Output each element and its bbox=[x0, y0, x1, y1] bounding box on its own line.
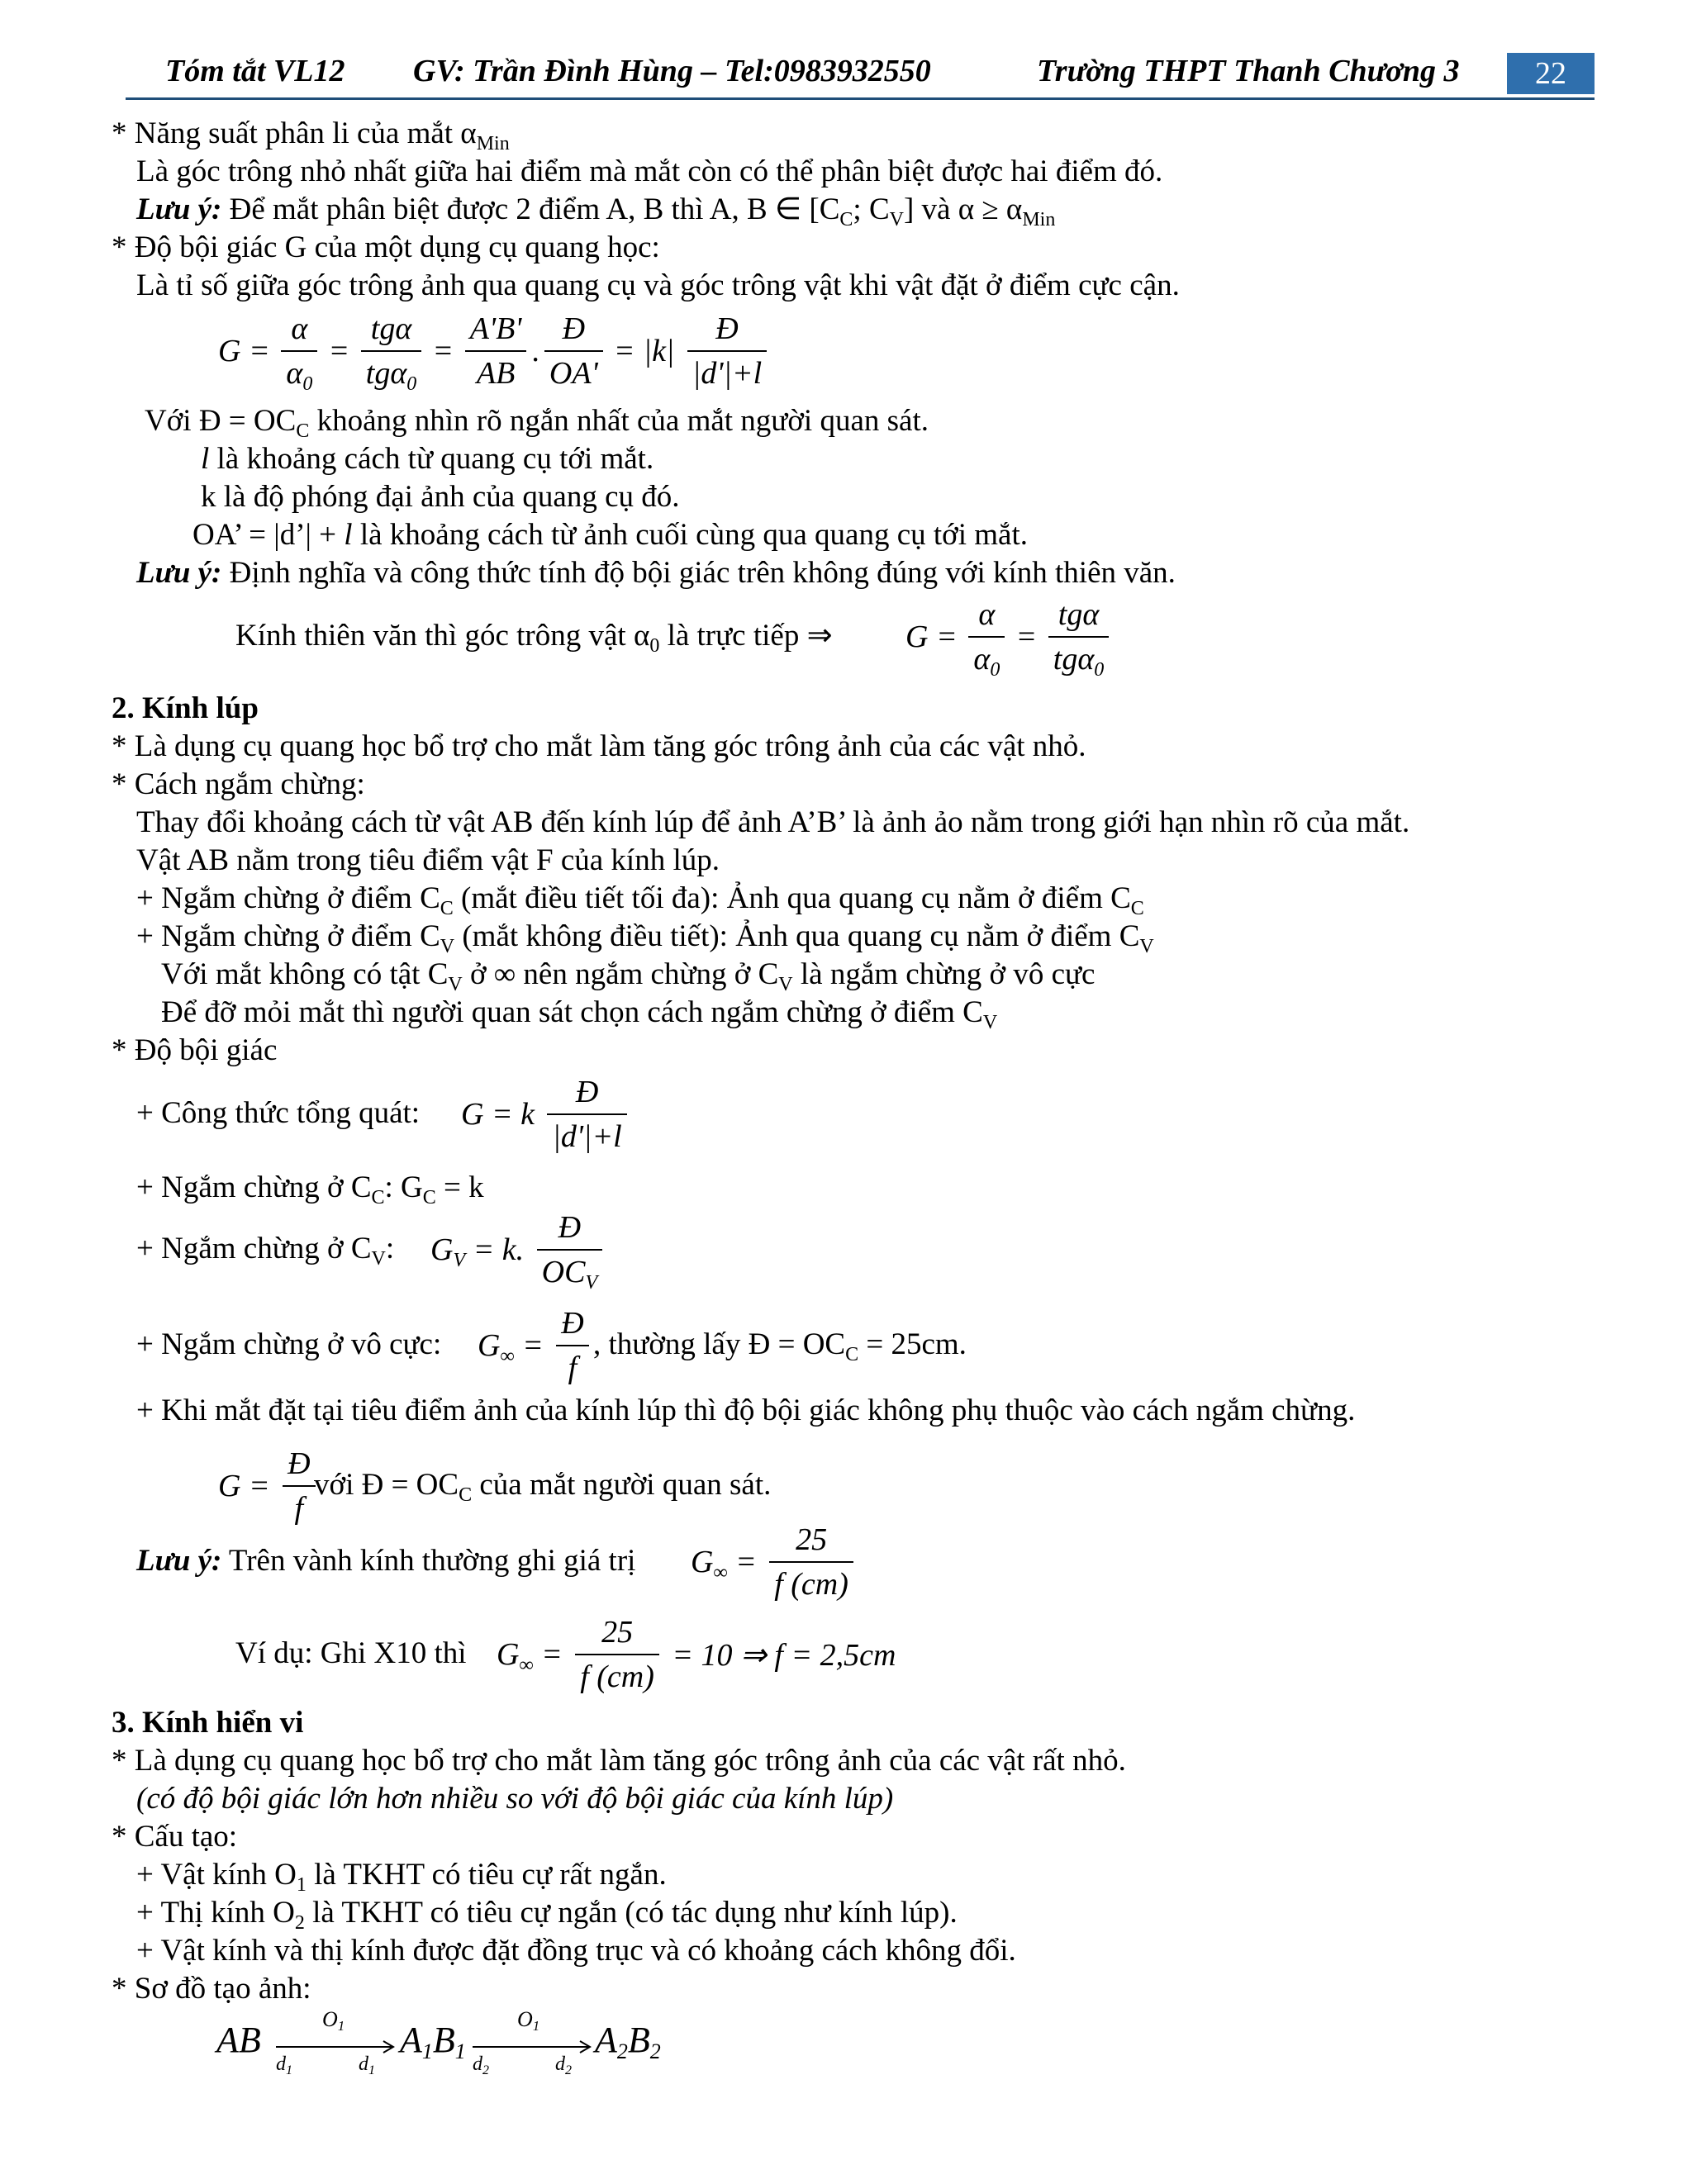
text-line: l là khoảng cách từ quang cụ tới mắt. bbox=[201, 442, 654, 476]
page-header bbox=[126, 48, 1595, 100]
text-line: + Công thức tổng quát: bbox=[136, 1096, 421, 1130]
text-line: Là góc trông nhỏ nhất giữa hai điểm mà mắt còn có thể phân biệt được hai điểm đó. bbox=[136, 154, 1163, 188]
general-formula: G = k $\frac{Đ}{|d'|+l}$ bbox=[456, 1071, 627, 1158]
text-line: Để đỡ mỏi mắt thì người quan sát chọn cách ngắm chừng ở điểm $C_V$ bbox=[161, 995, 998, 1033]
text-line: Lưu ý: Trên vành kính thường ghi giá trị bbox=[136, 1544, 636, 1578]
section-heading: 3. Kính hiển vi bbox=[112, 1706, 304, 1740]
text-line: + Vật kính và thị kính được đặt đồng trục và có khoảng cách không đổi. bbox=[136, 1934, 1016, 1968]
text-line: * Cách ngắm chừng: bbox=[112, 767, 365, 801]
text-line: * Năng suất phân li của mắt $\alpha_{Min}$ bbox=[112, 116, 510, 154]
text-line: * Độ bội giác bbox=[112, 1033, 278, 1067]
text-line: + Ngắm chừng ở $C_C$: $G_C = k$ bbox=[136, 1170, 484, 1208]
text-line: Ví dụ: Ghi X10 thì bbox=[235, 1636, 467, 1670]
text-line: Lưu ý: Để mắt phân biệt được 2 điểm A, B thì A, B ∈ [$C_C$; $C_V$] và $\alpha \ge \alpha_{Min}$ bbox=[136, 192, 1056, 230]
arrow-1-icon bbox=[276, 2039, 400, 2055]
text-line: Thay đổi khoảng cách từ vật AB đến kính lúp để ảnh A’B’ là ảnh ảo nằm trong giới hạn nhìn rõ của mắt. bbox=[136, 805, 1410, 839]
magnification-formula: G = $\frac{\alpha}{\alpha_0}$ = $\frac{\text{tgα}}{tg\alpha_0}$ = $\frac{A'B'}{AB}$ . $\frac{Đ}{OA'}$ = |k| $\frac{Đ}{|d'|+l}$ bbox=[213, 307, 767, 395]
text-line: Với Đ = $OC_C$ khoảng nhìn rõ ngắn nhất của mắt người quan sát. bbox=[145, 404, 929, 442]
text-line: * Độ bội giác G của một dụng cụ quang học: bbox=[112, 230, 660, 264]
focal-eye-formula: G = $\frac{Đ}{f}$ bbox=[213, 1442, 316, 1530]
infinity-formula: $G_\infty$ = $\frac{Đ}{f}$ bbox=[473, 1302, 589, 1389]
text-line: Là tỉ số giữa góc trông ảnh qua quang cụ và góc trông vật khi vật đặt ở điểm cực cận. bbox=[136, 268, 1180, 302]
header-school: Trường THPT Thanh Chương 3 bbox=[1037, 54, 1460, 88]
text-line: + Ngắm chừng ở vô cực: bbox=[136, 1327, 442, 1361]
text-line: với Đ = $OC_C$ của mắt người quan sát. bbox=[314, 1468, 772, 1506]
text-line: + Ngắm chừng ở điểm $C_C$ (mắt điều tiết tối đa): Ảnh qua quang cụ nằm ở điểm $C_C$ bbox=[136, 881, 1144, 919]
text-line: (có độ bội giác lớn hơn nhiều so với độ bội giác của kính lúp) bbox=[136, 1782, 894, 1816]
text-line: Với mắt không có tật $C_V$ ở ∞ nên ngắm chừng ở $C_V$ là ngắm chừng ở vô cực bbox=[161, 957, 1096, 995]
telescope-formula: G = $\frac{\alpha}{\alpha_0}$ = $\frac{\text{tgα}}{tg\alpha_0}$ bbox=[901, 593, 1109, 681]
imaging-scheme: AB $O_1$ $d_1$ $d_1$ $A_1B_1$ $O_1$ $d_2$ $d_2$ $A_2B_2$ bbox=[216, 2007, 661, 2077]
page-number: 22 bbox=[1507, 53, 1595, 94]
text-line: + Vật kính $O_1$ là TKHT có tiêu cự rất ngắn. bbox=[136, 1858, 667, 1896]
text-line: * Cấu tạo: bbox=[112, 1820, 238, 1854]
text-line: k là độ phóng đại ảnh của quang cụ đó. bbox=[201, 480, 680, 514]
text-line: + Thị kính $O_2$ là TKHT có tiêu cự ngắn (có tác dụng như kính lúp). bbox=[136, 1896, 958, 1934]
text-line: OA’ = |d’| + l là khoảng cách từ ảnh cuối cùng qua quang cụ tới mắt. bbox=[192, 518, 1028, 552]
arrow-2-icon bbox=[473, 2039, 596, 2055]
text-line: * Sơ đồ tạo ảnh: bbox=[112, 1972, 311, 2006]
text-line: * Là dụng cụ quang học bổ trợ cho mắt làm tăng góc trông ảnh của các vật nhỏ. bbox=[112, 729, 1086, 763]
text-line: + Khi mắt đặt tại tiêu điểm ảnh của kính lúp thì độ bội giác không phụ thuộc vào cách ngắm chừng. bbox=[136, 1393, 1356, 1427]
cv-formula: $G_V = k$. $\frac{Đ}{OC_V}$ bbox=[425, 1206, 602, 1294]
rim-formula: $G_\infty$ = $\frac{25}{f (cm)}$ bbox=[686, 1518, 853, 1606]
text-line: + Ngắm chừng ở $C_V$: bbox=[136, 1232, 395, 1270]
header-subject: Tóm tắt VL12 bbox=[165, 54, 345, 88]
example-formula: $G_\infty$ = $\frac{25}{f (cm)}$ = 10 ⇒ f = 2,5cm bbox=[492, 1611, 901, 1698]
text-line: Kính thiên văn thì góc trông vật $\alpha_0$ là trực tiếp ⇒ bbox=[235, 619, 833, 657]
text-line: + Ngắm chừng ở điểm $C_V$ (mắt không điều tiết): Ảnh qua quang cụ nằm ở điểm $C_V$ bbox=[136, 919, 1154, 957]
text-line: * Là dụng cụ quang học bổ trợ cho mắt làm tăng góc trông ảnh của các vật rất nhỏ. bbox=[112, 1744, 1126, 1778]
text-line: Lưu ý: Định nghĩa và công thức tính độ bội giác trên không đúng với kính thiên văn. bbox=[136, 556, 1176, 590]
text-line: Vật AB nằm trong tiêu điểm vật F của kính lúp. bbox=[136, 843, 720, 877]
header-teacher: GV: Trần Đình Hùng – Tel:0983932550 bbox=[413, 54, 931, 88]
section-heading: 2. Kính lúp bbox=[112, 691, 259, 725]
text-line: , thường lấy Đ = $OC_C = 25cm$. bbox=[593, 1327, 967, 1365]
